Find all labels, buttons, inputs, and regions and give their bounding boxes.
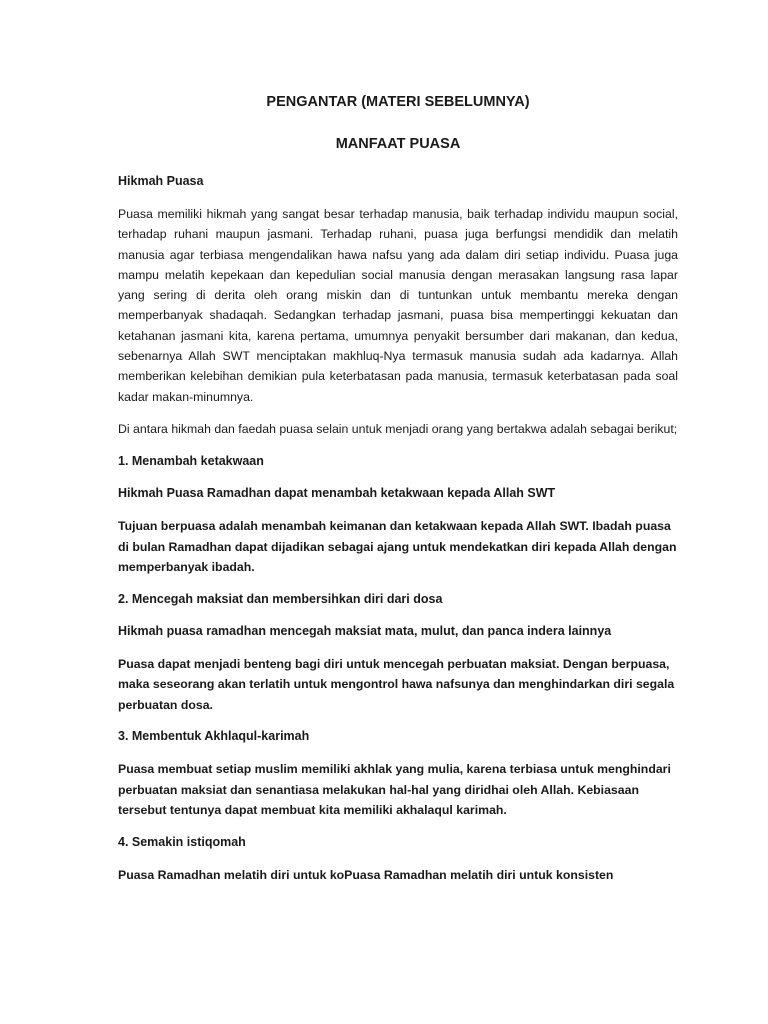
document-title: PENGANTAR (MATERI SEBELUMNYA)	[266, 94, 530, 110]
item-2-heading: 2. Mencegah maksiat dan membersihkan diri dari dosa	[118, 591, 443, 606]
item-4-body: Puasa Ramadhan melatih diri untuk koPuasa Ramadhan melatih diri untuk konsisten	[118, 867, 614, 882]
item-3-heading: 3. Membentuk Akhlaqul-karimah	[118, 729, 310, 744]
list-intro: Di antara hikmah dan faedah puasa selain untuk menjadi orang yang bertakwa adalah sebagai berikut;	[118, 421, 678, 436]
document-subtitle: MANFAAT PUASA	[335, 136, 461, 152]
item-1-subheading: Hikmah Puasa Ramadhan dapat menambah ketakwaan kepada Allah SWT	[118, 486, 556, 501]
intro-paragraph: Puasa memiliki hikmah yang sangat besar terhadap manusia, baik terhadap individu maupun social, terhadap ruhani maupun jasmani. Terhadap ruhani, puasa juga berfungsi mendidik dan melatih manusia agar terbiasa mengendalikan hawa nafsu yang ada dalam diri setiap individu. Puasa juga mampu melatih kepekaan dan kepedulian social manusia dengan merasakan langsung rasa lapar yang sering di derita oleh orang miskin dan di tuntunkan untuk membantu mereka dengan memperbanyak shadaqah. Sedangkan terhadap jasmani, puasa bisa mempertinggi kekuatan dan ketahanan jasmani kita, karena pertama, umumnya penyakit bersumber dari makanan, dan kedua, sebenarnya Allah SWT menciptakan makhluq-Nya termasuk manusia sudah ada kadarnya. Allah memberikan kelebihan demikian pula keterbatasan pada manusia, termasuk keterbatasan pada soal kadar makan-minumnya.	[118, 207, 678, 404]
section-heading: Hikmah Puasa	[118, 174, 204, 188]
item-2-body: Puasa dapat menjadi benteng bagi diri untuk mencegah perbuatan maksiat. Dengan berpuasa, maka seseorang akan terlatih untuk mengontrol hawa nafsunya dan menghindarkan diri segala perbuatan dosa.	[118, 656, 675, 712]
item-3-body: Puasa membuat setiap muslim memiliki akhlak yang mulia, karena terbiasa untuk menghindari perbuatan maksiat dan senantiasa melakukan hal-hal yang diridhai oleh Allah. Kebiasaan tersebut tentunya dapat membuat kita memiliki akhalaqul karimah.	[118, 762, 671, 818]
item-2-subheading: Hikmah puasa ramadhan mencegah maksiat mata, mulut, dan panca indera lainnya	[118, 623, 612, 638]
item-1-body: Tujuan berpuasa adalah menambah keimanan dan ketakwaan kepada Allah SWT. Ibadah puasa di bulan Ramadhan dapat dijadikan sebagai ajang untuk mendekatkan diri kepada Allah dengan memperbanyak ibadah.	[118, 519, 677, 575]
item-4-heading: 4. Semakin istiqomah	[118, 834, 246, 849]
item-1-heading: 1. Menambah ketakwaan	[118, 454, 264, 469]
document-page	[118, 92, 678, 897]
